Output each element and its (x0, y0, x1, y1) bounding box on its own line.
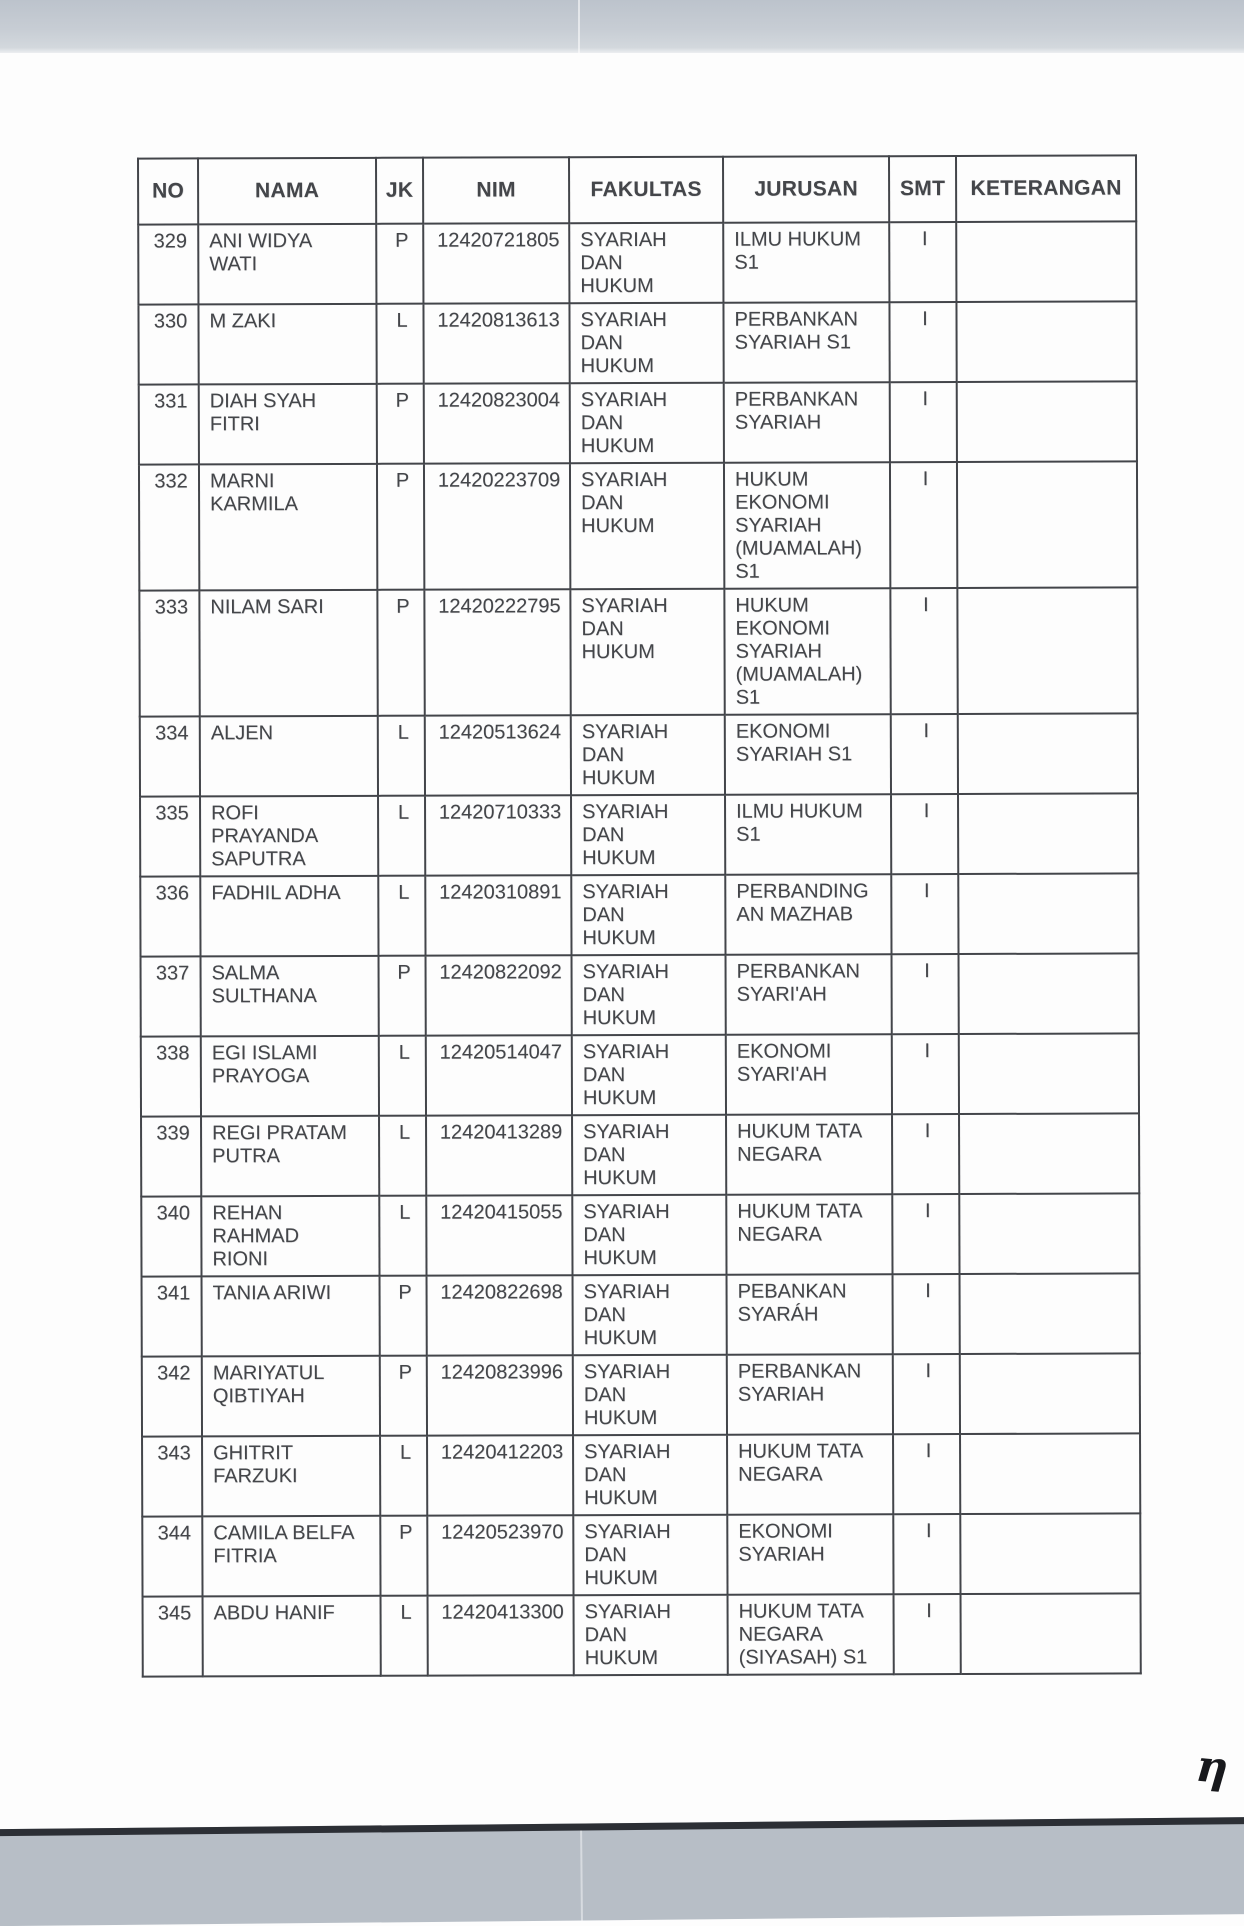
cell-no: 341 (142, 1276, 202, 1356)
table-row (142, 1433, 1140, 1516)
cell-nama: EGI ISLAMI PRAYOGA (201, 1036, 379, 1117)
cell-nim: 12420823996 (427, 1355, 573, 1435)
cell-nama: GHITRIT FARZUKI (202, 1436, 380, 1517)
cell-fakultas: SYARIAH DAN HUKUM (571, 875, 725, 955)
cell-fakultas: SYARIAH DAN HUKUM (570, 589, 724, 715)
cell-keterangan (959, 953, 1139, 1034)
table-row (141, 1033, 1139, 1116)
cell-nama: REGI PRATAM PUTRA (201, 1116, 379, 1197)
table-row (139, 461, 1137, 590)
table-row (140, 873, 1138, 956)
cell-no: 340 (141, 1196, 201, 1276)
handwritten-page-mark: η (1193, 1740, 1231, 1795)
cell-jk: L (379, 1036, 426, 1116)
cell-keterangan (958, 793, 1138, 874)
cell-jk: L (376, 304, 423, 384)
cell-nim: 12420513624 (425, 715, 571, 795)
table-row (142, 1273, 1140, 1356)
table-row (141, 1113, 1139, 1196)
column-header-keterangan: KETERANGAN (956, 155, 1136, 222)
cell-jurusan: PERBANKAN SYARIAH (727, 1354, 893, 1435)
cell-no: 332 (139, 464, 199, 590)
cell-jk: P (376, 224, 423, 304)
table-row (139, 587, 1137, 716)
cell-jk: L (378, 716, 425, 796)
cell-nama: ROFI PRAYANDA SAPUTRA (200, 796, 378, 877)
cell-jk: P (377, 464, 424, 590)
cell-nim: 12420813613 (423, 303, 569, 383)
table-row (139, 381, 1137, 464)
scan-edge-top (0, 0, 1244, 53)
cell-keterangan (959, 1113, 1139, 1194)
cell-jurusan: EKONOMI SYARI'AH (726, 1034, 892, 1115)
cell-jk: L (378, 876, 425, 956)
cell-jk: P (380, 1276, 427, 1356)
cell-nama: ALJEN (200, 716, 378, 797)
cell-jk: P (377, 384, 424, 464)
cell-smt: I (891, 714, 958, 794)
cell-nama: M ZAKI (198, 304, 376, 385)
cell-jurusan: PERBANKAN SYARIAH (724, 382, 890, 463)
cell-nim: 12420222795 (424, 589, 570, 715)
cell-fakultas: SYARIAH DAN HUKUM (574, 1595, 728, 1675)
cell-fakultas: SYARIAH DAN HUKUM (570, 463, 724, 589)
cell-fakultas: SYARIAH DAN HUKUM (572, 955, 726, 1035)
cell-nama: MARNI KARMILA (199, 464, 377, 591)
cell-nim: 12420822092 (426, 955, 572, 1035)
cell-no: 344 (142, 1516, 202, 1596)
cell-no: 330 (138, 304, 198, 384)
cell-nama: SALMA SULTHANA (201, 956, 379, 1037)
cell-jurusan: HUKUM TATA NEGARA (726, 1194, 892, 1275)
student-table-body (138, 221, 1141, 1676)
cell-fakultas: SYARIAH DAN HUKUM (571, 795, 725, 875)
cell-jurusan: PERBANDING AN MAZHAB (725, 874, 891, 955)
cell-jurusan: HUKUM TATA NEGARA (SIYASAH) S1 (728, 1594, 894, 1675)
cell-smt: I (890, 462, 957, 588)
cell-smt: I (892, 1114, 959, 1194)
student-table-container (137, 154, 1142, 1677)
cell-jk: L (381, 1596, 428, 1676)
cell-nim: 12420721805 (423, 223, 569, 303)
column-header-smt: SMT (889, 156, 956, 222)
cell-smt: I (893, 1434, 960, 1514)
cell-keterangan (960, 1273, 1140, 1354)
cell-smt: I (891, 794, 958, 874)
cell-fakultas: SYARIAH DAN HUKUM (572, 1195, 726, 1275)
student-table (137, 154, 1142, 1677)
column-header-nama: NAMA (198, 158, 376, 225)
column-header-fakultas: FAKULTAS (569, 157, 723, 223)
table-row (138, 221, 1136, 304)
cell-jurusan: PERBANKAN SYARIAH S1 (723, 302, 889, 383)
cell-fakultas: SYARIAH DAN HUKUM (569, 303, 723, 383)
cell-nim: 12420710333 (425, 795, 571, 875)
cell-smt: I (893, 1354, 960, 1434)
cell-keterangan (959, 1033, 1139, 1114)
cell-jk: L (380, 1436, 427, 1516)
cell-fakultas: SYARIAH DAN HUKUM (573, 1515, 727, 1595)
cell-smt: I (893, 1274, 960, 1354)
cell-jurusan: HUKUM EKONOMI SYARIAH (MUAMALAH) S1 (724, 462, 890, 589)
table-row (142, 1513, 1140, 1596)
table-row (143, 1593, 1141, 1676)
table-row (141, 1193, 1139, 1276)
cell-nim: 12420514047 (426, 1035, 572, 1115)
cell-keterangan (959, 1193, 1139, 1274)
cell-keterangan (960, 1433, 1140, 1514)
cell-jurusan: EKONOMI SYARIAH S1 (725, 714, 891, 795)
cell-smt: I (892, 1034, 959, 1114)
cell-fakultas: SYARIAH DAN HUKUM (572, 1035, 726, 1115)
cell-jurusan: HUKUM TATA NEGARA (727, 1434, 893, 1515)
cell-jurusan: ILMU HUKUM S1 (725, 794, 891, 875)
cell-fakultas: SYARIAH DAN HUKUM (573, 1275, 727, 1355)
cell-keterangan (957, 381, 1137, 462)
cell-keterangan (957, 461, 1137, 588)
cell-fakultas: SYARIAH DAN HUKUM (570, 383, 724, 463)
cell-jk: L (379, 1116, 426, 1196)
table-header-row (138, 155, 1136, 224)
cell-no: 345 (143, 1596, 203, 1676)
cell-nim: 12420223709 (424, 463, 570, 589)
cell-nama: NILAM SARI (199, 590, 377, 717)
cell-jurusan: PERBANKAN SYARI'AH (726, 954, 892, 1035)
cell-jurusan: ILMU HUKUM S1 (723, 222, 889, 303)
cell-keterangan (960, 1513, 1140, 1594)
cell-nim: 12420413300 (428, 1595, 574, 1675)
cell-smt: I (893, 1514, 960, 1594)
cell-jurusan: HUKUM EKONOMI SYARIAH (MUAMALAH) S1 (724, 588, 890, 715)
cell-smt: I (891, 874, 958, 954)
cell-jk: P (380, 1356, 427, 1436)
cell-nama: FADHIL ADHA (200, 876, 378, 957)
cell-fakultas: SYARIAH DAN HUKUM (572, 1115, 726, 1195)
cell-smt: I (892, 954, 959, 1034)
cell-no: 334 (140, 716, 200, 796)
cell-no: 335 (140, 796, 200, 876)
cell-smt: I (889, 302, 956, 382)
cell-keterangan (956, 221, 1136, 302)
table-row (138, 301, 1136, 384)
cell-smt: I (892, 1194, 959, 1274)
cell-nama: ABDU HANIF (203, 1596, 381, 1677)
cell-jk: P (380, 1516, 427, 1596)
table-row (141, 953, 1139, 1036)
cell-fakultas: SYARIAH DAN HUKUM (573, 1355, 727, 1435)
cell-no: 337 (141, 956, 201, 1036)
cell-keterangan (958, 713, 1138, 794)
cell-smt: I (890, 588, 957, 714)
cell-nim: 12420413289 (426, 1115, 572, 1195)
cell-nim: 12420415055 (426, 1195, 572, 1275)
cell-keterangan (956, 301, 1136, 382)
cell-smt: I (889, 222, 956, 302)
cell-keterangan (957, 587, 1137, 714)
cell-nama: CAMILA BELFA FITRIA (202, 1516, 380, 1597)
scan-edge-bottom (0, 1817, 1244, 1926)
cell-no: 331 (139, 384, 199, 464)
cell-nim: 12420412203 (427, 1435, 573, 1515)
cell-keterangan (960, 1353, 1140, 1434)
cell-nama: ANI WIDYA WATI (198, 224, 376, 305)
cell-nama: DIAH SYAH FITRI (199, 384, 377, 465)
cell-nim: 12420822698 (427, 1275, 573, 1355)
cell-fakultas: SYARIAH DAN HUKUM (569, 223, 723, 303)
cell-fakultas: SYARIAH DAN HUKUM (573, 1435, 727, 1515)
cell-jurusan: HUKUM TATA NEGARA (726, 1114, 892, 1195)
cell-jurusan: EKONOMI SYARIAH (727, 1514, 893, 1595)
cell-no: 339 (141, 1116, 201, 1196)
cell-no: 342 (142, 1356, 202, 1436)
cell-no: 338 (141, 1036, 201, 1116)
table-row (140, 793, 1138, 876)
cell-keterangan (961, 1593, 1141, 1674)
cell-nama: MARIYATUL QIBTIYAH (202, 1356, 380, 1437)
cell-no: 336 (140, 876, 200, 956)
cell-jurusan: PEBANKAN SYARÁH (727, 1274, 893, 1355)
cell-nim: 12420523970 (427, 1515, 573, 1595)
cell-keterangan (958, 873, 1138, 954)
cell-jk: L (379, 1196, 426, 1276)
cell-jk: P (377, 590, 424, 716)
cell-no: 329 (138, 224, 198, 304)
cell-nama: REHAN RAHMAD RIONI (201, 1196, 379, 1277)
cell-no: 333 (139, 590, 199, 716)
column-header-nim: NIM (423, 157, 569, 223)
cell-smt: I (890, 382, 957, 462)
cell-nim: 12420823004 (424, 383, 570, 463)
column-header-jk: JK (376, 158, 423, 224)
cell-jk: L (378, 796, 425, 876)
column-header-no: NO (138, 158, 198, 224)
cell-smt: I (894, 1594, 961, 1674)
table-row (142, 1353, 1140, 1436)
cell-fakultas: SYARIAH DAN HUKUM (571, 715, 725, 795)
cell-nim: 12420310891 (425, 875, 571, 955)
column-header-jurusan: JURUSAN (723, 156, 889, 223)
cell-jk: P (379, 956, 426, 1036)
table-row (140, 713, 1138, 796)
cell-no: 343 (142, 1436, 202, 1516)
cell-nama: TANIA ARIWI (202, 1276, 380, 1357)
